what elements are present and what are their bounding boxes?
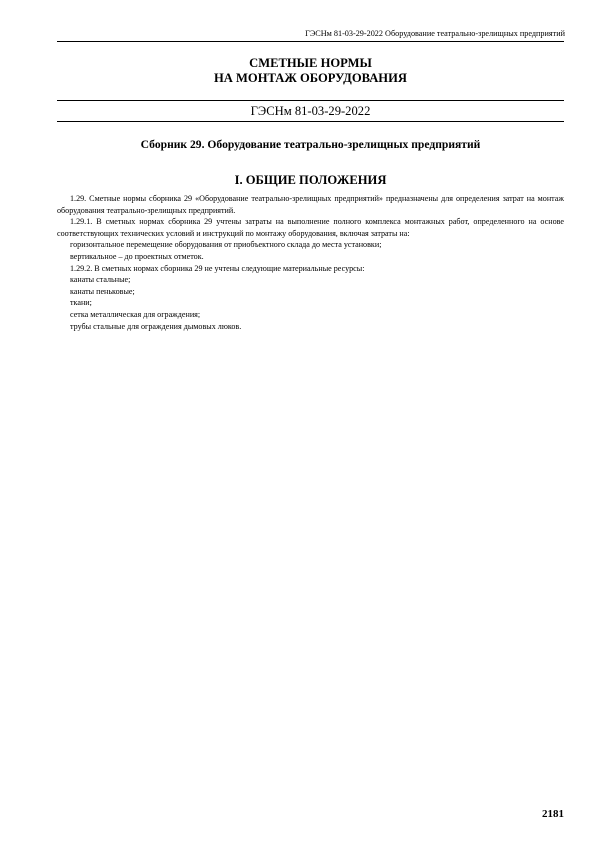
list-item: ткани; — [70, 298, 92, 308]
section-body — [57, 193, 564, 332]
document-title — [57, 56, 564, 85]
title-rule-top — [57, 100, 564, 101]
page-number: 2181 — [542, 808, 564, 820]
list-item: вертикальное – до проектных отметок. — [70, 251, 204, 261]
collection-title: Сборник 29. Оборудование театрально-зрелищных предприятий — [140, 138, 481, 151]
title-line-2: НА МОНТАЖ ОБОРУДОВАНИЯ — [213, 70, 407, 85]
header-rule — [57, 41, 564, 42]
list-item: горизонтальное перемещение оборудования от приобъектного склада до места установки; — [70, 240, 382, 250]
section-heading: I. ОБЩИЕ ПОЛОЖЕНИЯ — [234, 173, 387, 187]
paragraph-1-29-1: 1.29.1. В сметных нормах сборника 29 учтены затраты на выполнение полного комплекса монтажных работ, определенного на основе соответствующих технических условий и инструкций по монтажу оборудования, включая затраты на: — [57, 217, 564, 238]
title-rule-bottom — [57, 121, 564, 122]
list-item: канаты стальные; — [70, 275, 131, 285]
list-item: трубы стальные для ограждения дымовых люков. — [70, 321, 242, 331]
paragraph-1-29: 1.29. Сметные нормы сборника 29 «Оборудование театрально-зрелищных предприятий» предназначены для определения затрат на монтаж оборудования театрально-зрелищных предприятий. — [57, 194, 564, 215]
title-line-1: СМЕТНЫЕ НОРМЫ — [249, 56, 372, 70]
list-item: канаты пеньковые; — [70, 286, 135, 296]
paragraph-1-29-2: 1.29.2. В сметных нормах сборника 29 не учтены следующие материальные ресурсы: — [70, 263, 365, 273]
document-code: ГЭСНм 81-03-29-2022 — [250, 104, 371, 118]
running-header: ГЭСНм 81-03-29-2022 Оборудование театрально-зрелищных предприятий — [305, 29, 565, 38]
list-item: сетка металлическая для ограждения; — [70, 309, 201, 319]
